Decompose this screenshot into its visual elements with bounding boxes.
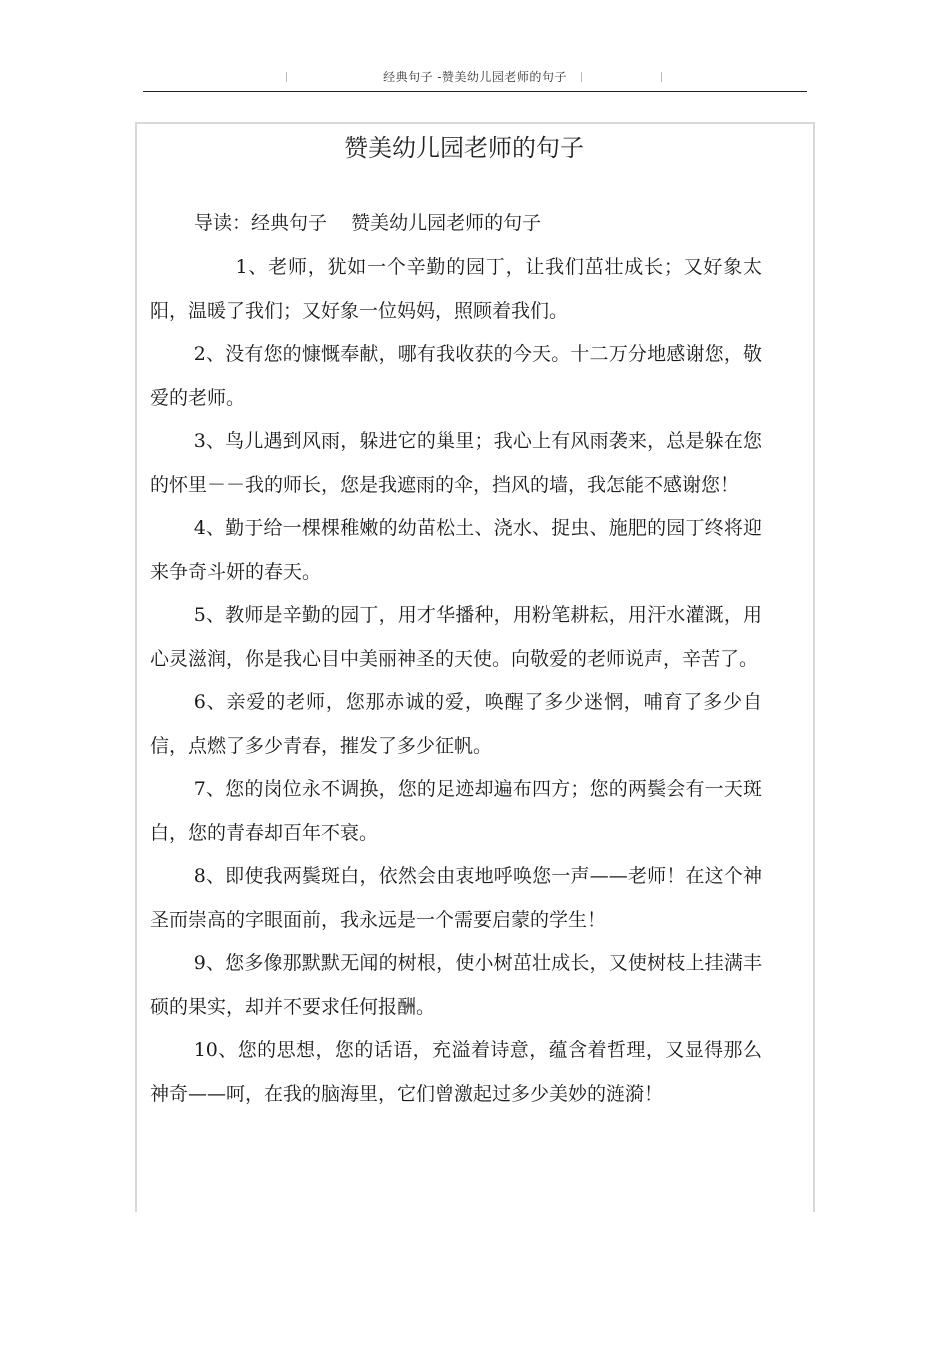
paragraph-10: 10、您的思想，您的话语，充溢着诗意，蕴含着哲理，又显得那么神奇——呵，在我的脑海里，它们曾激起过多少美妙的涟漪！ bbox=[150, 1039, 762, 1105]
header-tick-mark bbox=[661, 72, 662, 82]
header-rule bbox=[143, 91, 807, 92]
paragraph-3: 3、鸟儿遇到风雨，躲进它的巢里；我心上有风雨袭来，总是躲在您的怀里－－我的师长，您是我遮雨的伞，挡风的墙，我怎能不感谢您！ bbox=[150, 430, 762, 496]
header-tick-mark bbox=[581, 72, 582, 82]
intro-line: 导读：经典句子 赞美幼儿园老师的句子 bbox=[194, 212, 542, 234]
paragraph-7: 7、您的岗位永不调换，您的足迹却遍布四方；您的两鬓会有一天斑白，您的青春却百年不衰。 bbox=[150, 778, 762, 844]
paragraph-1: 1、老师，犹如一个辛勤的园丁，让我们茁壮成长；又好象太阳，温暖了我们；又好象一位妈妈，照顾着我们。 bbox=[150, 256, 762, 322]
running-header: 经典句子 -赞美幼儿园老师的句子 bbox=[383, 70, 567, 84]
paragraph-4: 4、勤于给一棵棵稚嫩的幼苗松土、浇水、捉虫、施肥的园丁终将迎来争奇斗妍的春天。 bbox=[150, 517, 762, 583]
document-title: 赞美幼儿园老师的句子 bbox=[344, 134, 584, 162]
paragraph-9: 9、您多像那默默无闻的树根，使小树茁壮成长，又使树枝上挂满丰硕的果实，却并不要求任何报酬。 bbox=[150, 952, 762, 1018]
header-tick-mark bbox=[286, 72, 287, 82]
body-text bbox=[150, 246, 762, 1116]
paragraph-2: 2、没有您的慷慨奉献，哪有我收获的今天。十二万分地感谢您，敬爱的老师。 bbox=[150, 343, 762, 409]
paragraph-5: 5、教师是辛勤的园丁，用才华播种，用粉笔耕耘，用汗水灌溉，用心灵滋润，你是我心目中美丽神圣的天使。向敬爱的老师说声，辛苦了。 bbox=[150, 604, 762, 670]
paragraph-6: 6、亲爱的老师，您那赤诚的爱，唤醒了多少迷惘，哺育了多少自信，点燃了多少青春，摧发了多少征帆。 bbox=[150, 691, 762, 757]
paragraph-8: 8、即使我两鬓斑白，依然会由衷地呼唤您一声——老师！在这个神圣而崇高的字眼面前，我永远是一个需要启蒙的学生！ bbox=[150, 865, 762, 931]
